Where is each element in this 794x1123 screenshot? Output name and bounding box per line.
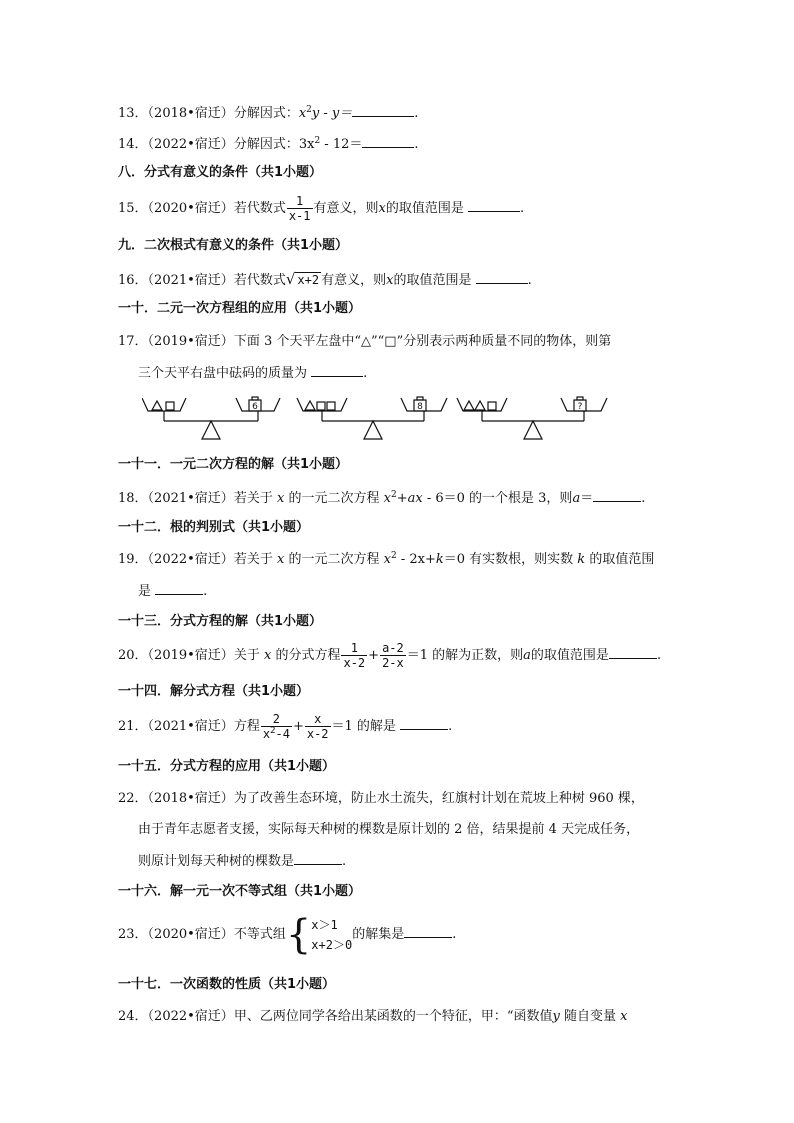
question-19-line2: 是 .	[138, 584, 208, 599]
fraction: $\frac{1}{x-2}$	[343, 641, 366, 670]
section-heading-8: 八．分式有意义的条件（共1小题）	[118, 165, 323, 180]
weight-label-3: ?	[577, 402, 583, 412]
answer-blank	[362, 135, 414, 148]
square-object-icon	[327, 402, 335, 410]
question-17-line2: 三个天平右盘中砝码的质量为 .	[138, 366, 368, 381]
square-object-icon	[166, 402, 174, 410]
answer-blank	[404, 925, 452, 938]
question-17: 17．（2019•宿迁）下面 3 个天平左盘中“△”“□”分别表示两种质量不同的物体，则第	[118, 334, 612, 349]
section-heading-16: 一十六．解一元一次不等式组（共1小题）	[118, 884, 362, 899]
triangle-object-icon	[305, 401, 315, 410]
question-19: 19．（2022•宿迁）若关于 x 的一元二次方程 $x^2 - 2x+k=0$ 有实数根，则实数 k 的取值范围	[118, 551, 655, 567]
answer-blank	[155, 582, 203, 595]
answer-blank	[476, 271, 528, 284]
question-13: 13．（2018•宿迁）分解因式：$x^2y - y=$ .	[118, 105, 419, 121]
fraction: $\frac{2}{x^2-4}$	[262, 712, 290, 741]
triangle-object-icon	[475, 401, 485, 410]
question-15: 15．（2020•宿迁）若代数式 $\frac{1}{x-1}$ 有意义，则x的取值范围是 .	[118, 194, 525, 223]
fraction: $\frac{1}{x-1}$	[288, 194, 311, 223]
weight-label-1: 6	[252, 402, 258, 412]
question-21: 21．（2021•宿迁）方程 $\frac{2}{x^2-4}$ + $\frac{x}{x-2}$ ＝1 的解是 .	[118, 712, 453, 741]
section-heading-12: 一十二．根的判别式（共1小题）	[118, 520, 310, 535]
balance-scale-3	[457, 397, 607, 439]
radical-sign: √	[285, 270, 296, 288]
section-heading-9: 九．二次根式有意义的条件（共1小题）	[118, 238, 349, 253]
question-18: 18．（2021•宿迁）若关于 x 的一元二次方程 $x^2+ax - 6=0$ 的一个根是 3，则a＝ .	[118, 490, 646, 506]
balance-scales-figure	[142, 393, 612, 445]
question-22: 22．（2018•宿迁）为了改善生态环境，防止水土流失，红旗村计划在荒坡上种树 960 棵，	[118, 791, 644, 806]
answer-blank	[609, 646, 657, 659]
triangle-object-icon	[152, 401, 162, 410]
balance-scale-2	[297, 397, 447, 439]
answer-blank	[294, 852, 342, 865]
question-23: 23．（2020•宿迁）不等式组{ x＞1 x+2＞0 的解集是 .	[118, 911, 457, 958]
weight-label-2: 8	[417, 402, 423, 412]
question-14: 14．（2022•宿迁）分解因式：$3x^2 - 12=$ .	[118, 136, 419, 152]
fraction: $\frac{a-2}{2-x}$	[382, 641, 404, 670]
answer-blank	[311, 364, 363, 377]
answer-blank	[593, 489, 641, 502]
section-heading-14: 一十四．解分式方程（共1小题）	[118, 684, 310, 699]
square-object-icon	[488, 402, 496, 410]
section-heading-17: 一十七．一次函数的性质（共1小题）	[118, 977, 336, 992]
section-heading-11: 一十一．一元二次方程的解（共1小题）	[118, 457, 349, 472]
question-16: 16．（2021•宿迁）若代数式√ x+2 有意义，则x的取值范围是 .	[118, 270, 532, 288]
answer-blank	[468, 199, 520, 212]
brace-icon: {	[285, 911, 312, 958]
question-20: 20．（2019•宿迁）关于 x 的分式方程 $\frac{1}{x-2}$ + $\frac{a-2}{2-x}$ ＝1 的解为正数，则a的取值范围是 .	[118, 641, 662, 670]
fraction: $\frac{x}{x-2}$	[306, 712, 329, 741]
section-heading-10: 一十．二元一次方程组的应用（共1小题）	[118, 301, 362, 316]
triangle-object-icon	[464, 401, 474, 410]
balance-scale-1	[142, 397, 280, 439]
section-heading-15: 一十五．分式方程的应用（共1小题）	[118, 759, 336, 774]
answer-blank	[352, 104, 414, 117]
question-24: 24．（2022•宿迁）甲、乙两位同学各给出某函数的一个特征，甲：“函数值y 随自变量 x	[118, 1009, 628, 1024]
inequality-system: x＞1 x+2＞0	[311, 917, 353, 952]
square-object-icon	[317, 402, 325, 410]
section-heading-13: 一十三．分式方程的解（共1小题）	[118, 614, 323, 629]
question-22-line2: 由于青年志愿者支援，实际每天种树的棵数是原计划的 2 倍，结果提前 4 天完成任务，	[138, 822, 640, 837]
question-22-line3: 则原计划每天种树的棵数是 .	[138, 854, 347, 869]
answer-blank	[400, 717, 448, 730]
